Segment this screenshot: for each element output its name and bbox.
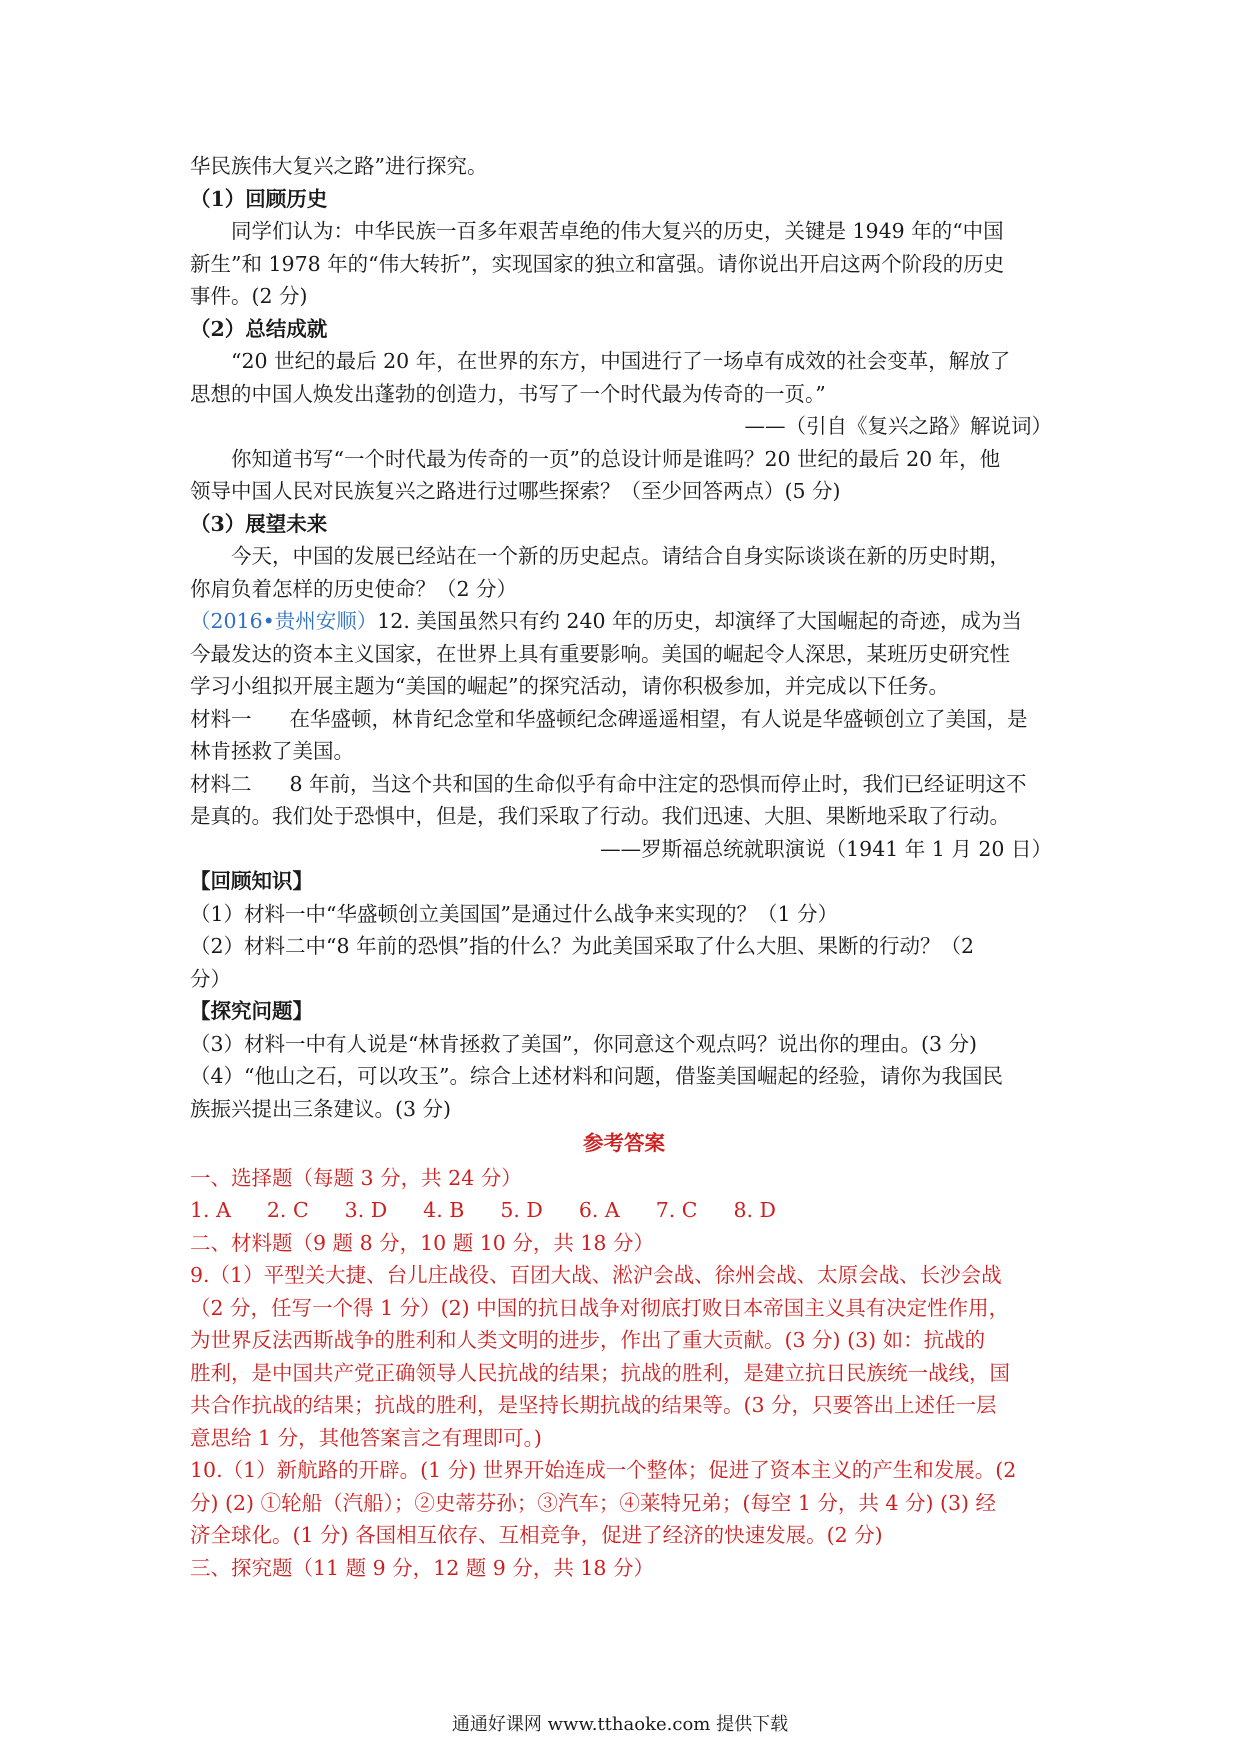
- choice-answers: [190, 1194, 1058, 1227]
- subsection-heading: 【回顾知识】: [190, 869, 313, 893]
- quote-line: 思想的中国人焕发出蓬勃的创造力，书写了一个时代最为传奇的一页。”: [190, 381, 826, 406]
- question-12-line: [190, 605, 1058, 638]
- material-two: [190, 768, 1058, 801]
- choice-answer: 2. C: [266, 1198, 309, 1222]
- answers-title: 参考答案: [583, 1131, 665, 1155]
- text-line: 今最发达的资本主义国家，在世界上具有重要影响。美国的崛起令人深思，某班历史研究性: [190, 641, 1010, 666]
- material-label: 材料二: [190, 771, 252, 796]
- section-heading: （2）总结成就: [190, 316, 328, 341]
- answer-line: 济全球化。(1 分) 各国相互依存、互相竞争，促进了经济的快速发展。(2 分): [190, 1523, 883, 1547]
- choice-answer: 3. D: [344, 1198, 388, 1222]
- sub-question: （4）“他山之石，可以攻玉”。综合上述材料和问题，借鉴美国崛起的经验，请你为我国民: [190, 1064, 1004, 1088]
- text-line: 林肯拯救了美国。: [190, 739, 354, 763]
- subsection-heading: 【探究问题】: [190, 999, 313, 1023]
- text-line: 同学们认为：中华民族一百多年艰苦卓绝的伟大复兴的历史，关键是 1949 年的“中国: [231, 219, 1004, 243]
- text-line: 华民族伟大复兴之路”进行探究。: [190, 154, 488, 178]
- choice-answer: 8. D: [733, 1198, 776, 1222]
- text-line: 你知道书写“一个时代最为传奇的一页”的总设计师是谁吗？20 世纪的最后 20 年，他: [231, 446, 1001, 471]
- choice-answer: 4. B: [423, 1198, 465, 1222]
- question-source: （2016•贵州安顺）: [190, 609, 378, 633]
- answers-section: 三、探究题（11 题 9 分，12 题 9 分，共 18 分）: [190, 1555, 654, 1580]
- page-footer: 通通好课网 www.tthaoke.com 提供下载: [451, 1714, 789, 1735]
- quote-source: ——罗斯福总统就职演说（1941 年 1 月 20 日）: [600, 836, 1052, 861]
- choice-answer: 5. D: [500, 1198, 543, 1222]
- answers-section: 一、选择题（每题 3 分，共 24 分）: [190, 1165, 522, 1190]
- answer-line: 胜利，是中国共产党正确领导人民抗战的结果；抗战的胜利，是建立抗日民族统一战线，国: [190, 1360, 1010, 1385]
- answers-section: 二、材料题（9 题 8 分，10 题 10 分，共 18 分）: [190, 1230, 654, 1255]
- sub-question: （3）材料一中有人说是“林肯拯救了美国”，你同意这个观点吗？说出你的理由。(3 分): [190, 1031, 978, 1056]
- text-line: 你肩负着怎样的历史使命？（2 分）: [190, 576, 518, 601]
- question-text: 12. 美国虽然只有约 240 年的历史，却演绎了大国崛起的奇迹，成为当: [377, 609, 1023, 633]
- choice-answer: 1. A: [190, 1198, 231, 1222]
- text-line: 事件。(2 分): [190, 284, 308, 308]
- section-heading: （1）回顾历史: [190, 186, 328, 211]
- text-line: 新生”和 1978 年的“伟大转折”，实现国家的独立和富强。请你说出开启这两个阶段的历史: [190, 251, 1005, 276]
- text-line: 是真的。我们处于恐惧中，但是，我们采取了行动。我们迅速、大胆、果断地采取了行动。: [190, 804, 1010, 828]
- answer-line: （2 分，任写一个得 1 分）(2) 中国的抗日战争对彻底打败日本帝国主义具有决定性作用，: [190, 1295, 1010, 1320]
- material-one: [190, 703, 1058, 736]
- choice-answer: 7. C: [655, 1198, 698, 1222]
- answer-line: 分) (2) ①轮船（汽船）；②史蒂芬孙；③汽车；④莱特兄弟；(每空 1 分，共 4 分) (3) 经: [190, 1490, 997, 1515]
- text-line: 学习小组拟开展主题为“美国的崛起”的探究活动，请你积极参加，并完成以下任务。: [190, 674, 949, 698]
- quote-line: “20 世纪的最后 20 年，在世界的东方，中国进行了一场卓有成效的社会变革，解放了: [231, 349, 1011, 373]
- text-line: 今天，中国的发展已经站在一个新的历史起点。请结合自身实际谈谈在新的历史时期，: [231, 544, 1010, 568]
- answer-line: 10.（1）新航路的开辟。(1 分) 世界开始连成一个整体；促进了资本主义的产生和发展。(2: [190, 1458, 1017, 1482]
- document-body: [190, 150, 1058, 1584]
- quote-source: ——（引自《复兴之路》解说词）: [744, 414, 1052, 438]
- section-heading: （3）展望未来: [190, 511, 328, 536]
- answer-line: 9.（1）平型关大捷、台儿庄战役、百团大战、淞沪会战、徐州会战、太原会战、长沙会战: [190, 1263, 1002, 1287]
- material-label: 材料一: [190, 706, 252, 731]
- text-line: 族振兴提出三条建议。(3 分): [190, 1096, 452, 1121]
- answer-line: 为世界反法西斯战争的胜利和人类文明的进步，作出了重大贡献。(3 分) (3) 如：抗战的: [190, 1328, 986, 1352]
- material-text: 在华盛顿，林肯纪念堂和华盛顿纪念碑遥遥相望，有人说是华盛顿创立了美国，是: [289, 706, 1028, 731]
- text-line: 分）: [190, 966, 231, 991]
- sub-question: （1）材料一中“华盛顿创立美国国”是通过什么战争来实现的？（1 分）: [190, 901, 839, 926]
- material-text: 8 年前，当这个共和国的生命似乎有命中注定的恐惧而停止时，我们已经证明这不: [289, 771, 1027, 796]
- text-line: 领导中国人民对民族复兴之路进行过哪些探索？（至少回答两点）(5 分): [190, 479, 841, 503]
- answer-line: 意思给 1 分，其他答案言之有理即可。): [190, 1425, 542, 1450]
- choice-answer: 6. A: [578, 1198, 620, 1222]
- sub-question: （2）材料二中“8 年前的恐惧”指的什么？为此美国采取了什么大胆、果断的行动？（2: [190, 934, 975, 958]
- answer-line: 共合作抗战的结果；抗战的胜利，是坚持长期抗战的结果等。(3 分，只要答出上述任一层: [190, 1393, 997, 1417]
